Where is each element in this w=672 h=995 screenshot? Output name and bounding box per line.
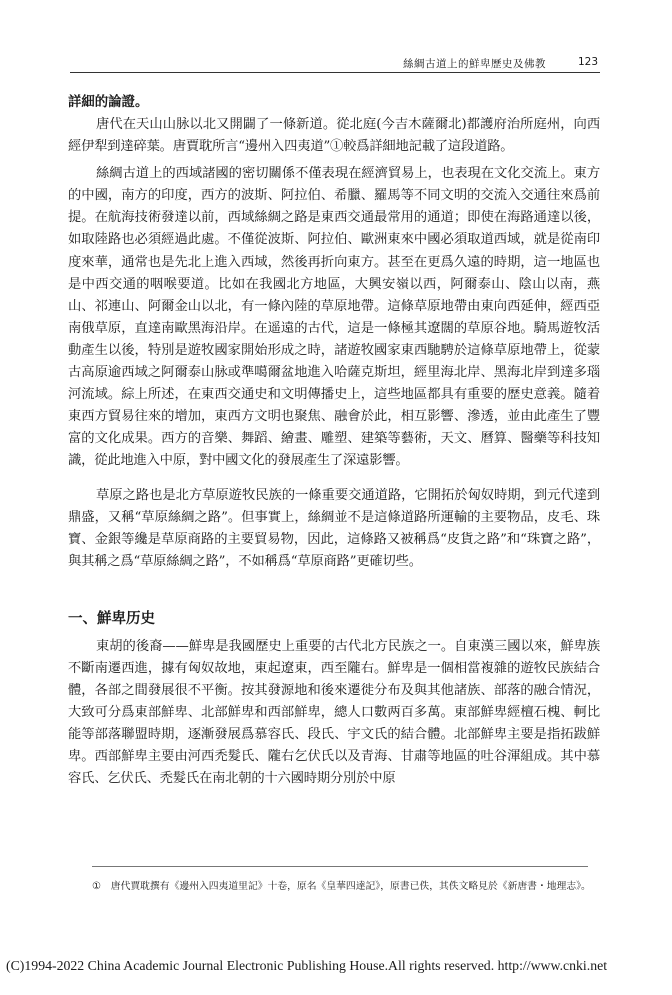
running-header xyxy=(70,56,600,73)
footnote xyxy=(92,878,592,895)
page-number: 123 xyxy=(577,56,598,68)
footnote-marker: ① xyxy=(92,881,101,892)
paragraph-xianbei-history: 東胡的後裔——鮮卑是我國歷史上重要的古代北方民族之一。自東漢三國以來，鮮卑族不斷南遷西進，據有匈奴故地，東起遼東，西至隴右。鮮卑是一個相當複雜的遊牧民族結合體，各部之間發展很不平衡。按其發源地和後來遷徙分布及與其他諸族、部落的融合情況，大致可分爲東部鮮卑、北部鮮卑和西部鮮卑，總人口數两百多萬。東部鮮卑經檀石槐、軻比能等部落聯盟時期，逐漸發展爲慕容氏、段氏、宇文氏的結合體。北部鮮卑主要是指拓跋鮮卑。西部鮮卑主要由河西禿髮氏、隴右乞伏氏以及青海、甘肅等地區的吐谷渾組成。其中慕容氏、乞伏氏、禿髮氏在南北朝的十六國時期分別於中原 xyxy=(68,638,600,787)
footnote-divider xyxy=(92,866,588,867)
copyright-notice: (C)1994-2022 China Academic Journal Electronic Publishing House.All rights reserved. http://www.cnki.net xyxy=(6,958,608,973)
running-header-title: 絲綢古道上的鮮卑歷史及佛教 xyxy=(403,58,546,70)
main-text xyxy=(68,92,600,791)
paragraph-cultural-exchange: 絲綢古道上的西域諸國的密切關係不僅表現在經濟貿易上，也表現在文化交流上。東方的中國，南方的印度，西方的波斯、阿拉伯、希臘、羅馬等不同文明的交流入交通往來爲前提。在航海技術發達以前，西域絲綢之路是東西交通最常用的通道；即使在海路通達以後，如取陸路也必須經過此處。不僅從波斯、阿拉伯、歐洲東來中國必須取道西域，就是從南印度來華，通常也是先北上進入西域，然後再折向東方。甚至在更爲久遠的時期，這一地區也是中西交通的咽喉要道。比如在我國北方地區，大興安嶺以西，阿爾泰山、陰山以南，燕山、祁連山、阿爾金山以北，有一條內陸的草原地帶。這條草原地帶由東向西延伸，經西亞南俄草原，直達南歐黑海沿岸。在遥遠的古代，這是一條極其遼闊的草原谷地。騎馬遊牧活動產生以後，特別是遊牧國家開始形成之時，諸遊牧國家東西馳騁於這條草原地帶上，從蒙古高原逾西域之阿爾泰山脉或準噶爾盆地進入哈薩克斯坦，經里海北岸、黑海北岸到達多瑙河流域。綜上所述，在東西交通史和文明傳播史上，這些地區都具有重要的歷史意義。隨着東西方貿易往來的增加，東西方文明也聚焦、融會於此，相互影響、滲透，並由此產生了豐富的文化成果。西方的音樂、舞蹈、繪畫、雕塑、建築等藝術，天文、曆算、醫藥等科技知識，從此地進入中原，對中國文化的發展產生了深遠影響。 xyxy=(68,166,600,469)
continued-text: 詳細的論證。 xyxy=(68,95,149,110)
paragraph-tianshan-route: 唐代在天山山脉以北又開闢了一條新道。從北庭(今吉木薩爾北)都護府治所庭州，向西經伊犁到達碎葉。唐賈耽所言“邊州入四夷道”①較爲詳細地記載了這段道路。 xyxy=(68,117,600,155)
paragraph-steppe-route: 草原之路也是北方草原遊牧民族的一條重要交通道路，它開拓於匈奴時期，到元代達到鼎盛，又稱“草原絲綢之路”。但事實上，絲綢並不是這條道路所運輸的主要物品，皮毛、珠寶、金銀等纔是草原商路的主要貿易物，因此，這條路又被稱爲“皮貨之路”和“珠寶之路”，與其稱之爲“草原絲綢之路”，不如稱爲“草原商路”更確切些。 xyxy=(68,487,600,569)
footnote-text: 唐代賈耽撰有《邊州入四夷道里記》十卷，原名《皇華四達記》，原書已佚，其佚文略見於《新唐書・地理志》。 xyxy=(110,881,591,892)
section-heading: 一、鮮卑历史 xyxy=(68,610,155,627)
